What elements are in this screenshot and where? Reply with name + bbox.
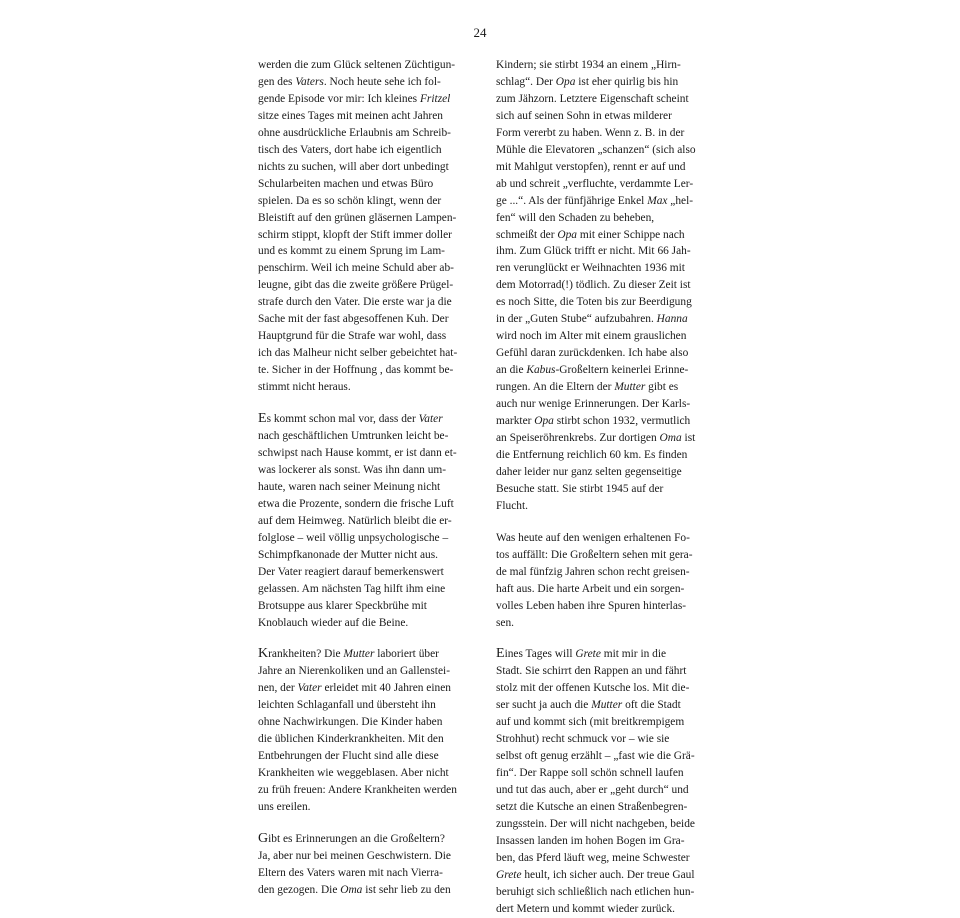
text-run: schmeißt der <box>496 228 558 241</box>
paragraph <box>258 831 468 899</box>
text-run: ohne ausdrückliche Erlaubnis am Schreib- <box>258 126 451 139</box>
text-run: Mühle die Elevatoren „schanzen“ (sich also <box>496 143 696 156</box>
text-run: Hauptgrund für die Strafe war wohl, dass <box>258 330 447 343</box>
text-run: tisch des Vaters, dort habe ich eigentlich <box>258 143 442 156</box>
text-run: erleidet mit 40 Jahren einen <box>321 682 451 695</box>
text-run: dert Metern und kommt wieder zurück. <box>496 902 676 915</box>
left-column <box>258 57 468 899</box>
text-run: auch nur wenige Erinnerungen. Der Karls- <box>496 398 691 411</box>
emphasized-name: Kabus <box>526 364 556 377</box>
text-run: wird noch im Alter mit einem grauslichen <box>496 330 687 343</box>
text-run: mit mir in die <box>600 648 667 661</box>
text-run: was lockerer als sonst. Was ihn dann um- <box>258 463 447 476</box>
text-run: auf dem Heimweg. Natürlich bleibt die er- <box>258 514 452 527</box>
text-run: rankheiten? Die <box>268 648 344 661</box>
emphasized-name: Mutter <box>343 648 375 661</box>
emphasized-name: Grete <box>575 648 601 661</box>
text-run: stimmt nicht heraus. <box>258 381 351 394</box>
text-run: schirm stippt, klopft der Stift immer doller <box>258 228 452 241</box>
text-run: Sache mit der fast abgesoffenen Kuh. Der <box>258 313 449 326</box>
text-run: ich das Malheur nicht selber gebeichtet hat- <box>258 347 458 360</box>
text-run: gibt es <box>645 381 679 394</box>
text-run: schwipst nach Hause kommt, er ist dann et- <box>258 446 457 459</box>
text-run: gende Episode vor mir: Ich kleines <box>258 92 420 105</box>
text-run: de mal fünfzig Jahren schon recht greisen- <box>496 565 690 578</box>
text-run: fen“ will den Schaden zu beheben, <box>496 211 655 224</box>
paragraph-initial: G <box>258 830 269 846</box>
text-run: Stadt. Sie schirrt den Rappen an und fährt <box>496 665 687 678</box>
text-run: sitze eines Tages mit meinen acht Jahren <box>258 109 443 122</box>
text-run: uns ereilen. <box>258 801 311 814</box>
text-run: leugne, gibt das die zweite größere Prügel- <box>258 279 454 292</box>
paragraph <box>496 646 706 917</box>
paragraph <box>258 646 468 816</box>
text-run: ohne Nachwirkungen. Die Kinder haben <box>258 716 443 729</box>
text-run: haute, waren nach seiner Meinung nicht <box>258 480 441 493</box>
text-run: zu früh freuen: Andere Krankheiten werden <box>258 784 457 797</box>
emphasized-name: Opa <box>534 415 554 428</box>
paragraph-initial: E <box>496 646 505 662</box>
emphasized-name: Mutter <box>614 381 646 394</box>
text-run: volles Leben haben ihre Spuren hinterlas- <box>496 599 687 612</box>
text-run: Besuche statt. Sie stirbt 1945 auf der <box>496 482 664 495</box>
text-run: setzt die Kutsche an einen Straßenbegren- <box>496 801 688 814</box>
text-run: Schularbeiten machen und etwas Büro <box>258 177 434 190</box>
text-run: fin“. Der Rappe soll schön schnell laufen <box>496 767 684 780</box>
text-run: Insassen landen im hohen Bogen im Gra- <box>496 834 685 847</box>
text-run: markter <box>496 415 535 428</box>
text-run: . Noch heute sehe ich fol- <box>323 75 441 88</box>
text-run: mit Mahlgut verstopfen), rennt er auf und <box>496 160 686 173</box>
emphasized-name: Hanna <box>656 313 688 326</box>
emphasized-name: Vater <box>418 413 443 426</box>
text-run: ben, das Pferd läuft weg, meine Schwester <box>496 851 690 864</box>
text-run: mit einer Schippe nach <box>577 228 685 241</box>
text-run: beruhigt sich schließlich nach etlichen hun- <box>496 885 695 898</box>
text-run: ibt es Erinnerungen an die Großeltern? <box>268 832 445 845</box>
text-run: schlag“. Der <box>496 75 556 88</box>
text-run: leichten Schlaganfall und übersteht ihn <box>258 699 436 712</box>
text-run: sich auf seinen Sohn in etwas milderer <box>496 109 672 122</box>
text-run: ren verunglückt er Weihnachten 1936 mit <box>496 262 685 275</box>
text-run: Gefühl daran zurückdenken. Ich habe also <box>496 347 689 360</box>
text-run: haft aus. Die harte Arbeit und ein sorgen- <box>496 582 685 595</box>
text-run: und tut das auch, aber er „geht durch“ und <box>496 784 689 797</box>
emphasized-name: Grete <box>496 868 522 881</box>
text-run: Bleistift auf den grünen gläsernen Lampen- <box>258 211 457 224</box>
text-run: Form vererbt zu haben. Wenn z. B. in der <box>496 126 685 139</box>
text-run: nach geschäftlichen Umtrunken leicht be- <box>258 430 449 443</box>
emphasized-name: Mutter <box>591 699 623 712</box>
text-run: dem Motorrad(!) tödlich. Zu dieser Zeit ist <box>496 279 691 292</box>
paragraph-initial: E <box>258 411 267 427</box>
text-run: oft die Stadt <box>622 699 681 712</box>
text-run: folglose – weil völlig unpsychologische – <box>258 531 449 544</box>
text-run: stirbt schon 1932, vermutlich <box>553 415 691 428</box>
text-run: rungen. An die Eltern der <box>496 381 615 394</box>
emphasized-name: Opa <box>555 75 576 88</box>
text-run: ines Tages will <box>504 648 576 661</box>
text-run: Was heute auf den wenigen erhaltenen Fo- <box>496 531 690 544</box>
text-run: Krankheiten wie weggeblasen. Aber nicht <box>258 767 449 780</box>
right-column <box>496 57 706 918</box>
text-run: etwa die Prozente, sondern die frische Luft <box>258 497 454 510</box>
text-run: Eltern des Vaters waren mit nach Vierra- <box>258 866 443 879</box>
text-run: es noch Sitte, die Toten bis zur Beerdigung <box>496 296 692 309</box>
text-run: den gezogen. Die <box>258 883 341 896</box>
emphasized-name: Max <box>647 194 668 207</box>
text-run: Brotsuppe aus klarer Speckbrühe mit <box>258 599 427 612</box>
text-run: sen. <box>496 616 515 629</box>
text-run: strafe durch den Vater. Die erste war ja die <box>258 296 452 309</box>
text-run: daher leider nur ganz selten gegenseitige <box>496 465 682 478</box>
paragraph <box>496 57 706 515</box>
text-run: ser sucht ja auch die <box>496 699 592 712</box>
text-run: an Speiseröhrenkrebs. Zur dortigen <box>496 431 660 444</box>
text-run: zum Jähzorn. Letztere Eigenschaft scheint <box>496 92 689 105</box>
emphasized-name: Oma <box>340 883 363 896</box>
paragraph <box>496 530 706 632</box>
emphasized-name: Opa <box>557 228 577 241</box>
text-run: ab und schreit „verfluchte, verdammte Ler- <box>496 177 694 190</box>
paragraph <box>258 411 468 631</box>
text-run: Flucht. <box>496 499 528 512</box>
text-run: Der Vater reagiert darauf bemerkenswert <box>258 565 444 578</box>
emphasized-name: Oma <box>659 431 682 444</box>
text-run: ihm. Zum Glück trifft er nicht. Mit 66 Jah- <box>496 245 691 258</box>
text-run: in der „Guten Stube“ aufzubahren. <box>496 313 657 326</box>
text-run: ist sehr lieb zu den <box>362 883 451 896</box>
emphasized-name: Vaters <box>295 75 324 88</box>
text-run: tos auffällt: Die Großeltern sehen mit gera- <box>496 548 693 561</box>
paragraph <box>258 57 468 396</box>
text-run: penschirm. Weil ich meine Schuld aber ab- <box>258 262 454 275</box>
text-run: auf und kommt sich (mit breitkrempigem <box>496 716 685 729</box>
page-number: 24 <box>473 25 487 40</box>
text-run: ist eher quirlig bis hin <box>575 75 679 88</box>
text-run: Strohhut) recht schmuck vor – wie sie <box>496 733 670 746</box>
text-run: „hel- <box>667 194 694 207</box>
paragraph-initial: K <box>258 646 269 662</box>
text-run: Schimpfkanonade der Mutter nicht aus. <box>258 548 438 561</box>
text-run: und es kommt zu einem Sprung im Lam- <box>258 245 445 258</box>
text-run: Kindern; sie stirbt 1934 an einem „Hirn- <box>496 59 681 71</box>
text-run: nichts zu suchen, will aber dort unbedingt <box>258 160 449 173</box>
text-run: zungsstein. Der will nicht nachgeben, beide <box>496 817 695 830</box>
text-run: heult, ich sicher auch. Der treue Gaul <box>521 868 695 881</box>
text-run: ge ...“. Als der fünfjährige Enkel <box>496 194 648 207</box>
text-run: Entbehrungen der Flucht sind alle diese <box>258 750 439 763</box>
text-run: nen, der <box>258 682 298 695</box>
text-run: an die <box>496 364 527 377</box>
text-run: spielen. Da es so schön klingt, wenn der <box>258 194 442 207</box>
text-run: ist <box>681 431 696 444</box>
emphasized-name: Vater <box>297 682 322 695</box>
text-run: Knoblauch wieder auf die Beine. <box>258 616 409 629</box>
text-run: gelassen. Am nächsten Tag hilft ihm eine <box>258 582 446 595</box>
text-run: te. Sicher in der Hoffnung , das kommt be- <box>258 364 454 377</box>
text-run: gen des <box>258 75 296 88</box>
text-run: laboriert über <box>374 648 439 661</box>
text-run: s kommt schon mal vor, dass der <box>266 413 419 426</box>
text-run: stolz mit der offenen Kutsche los. Mit die- <box>496 682 690 695</box>
text-run: -Großeltern keinerlei Erinne- <box>555 364 689 377</box>
text-run: die üblichen Kinderkrankheiten. Mit den <box>258 733 444 746</box>
emphasized-name: Fritzel <box>419 92 451 105</box>
text-run: die Entfernung reichlich 60 km. Es finden <box>496 448 688 461</box>
text-run: Ja, aber nur bei meinen Geschwistern. Die <box>258 849 451 862</box>
text-run: Jahre an Nierenkoliken und an Gallenstei- <box>258 665 450 678</box>
text-run: werden die zum Glück seltenen Züchtigun- <box>258 59 456 71</box>
text-run: selbst oft genug erzählt – „fast wie die Grä- <box>496 750 695 763</box>
